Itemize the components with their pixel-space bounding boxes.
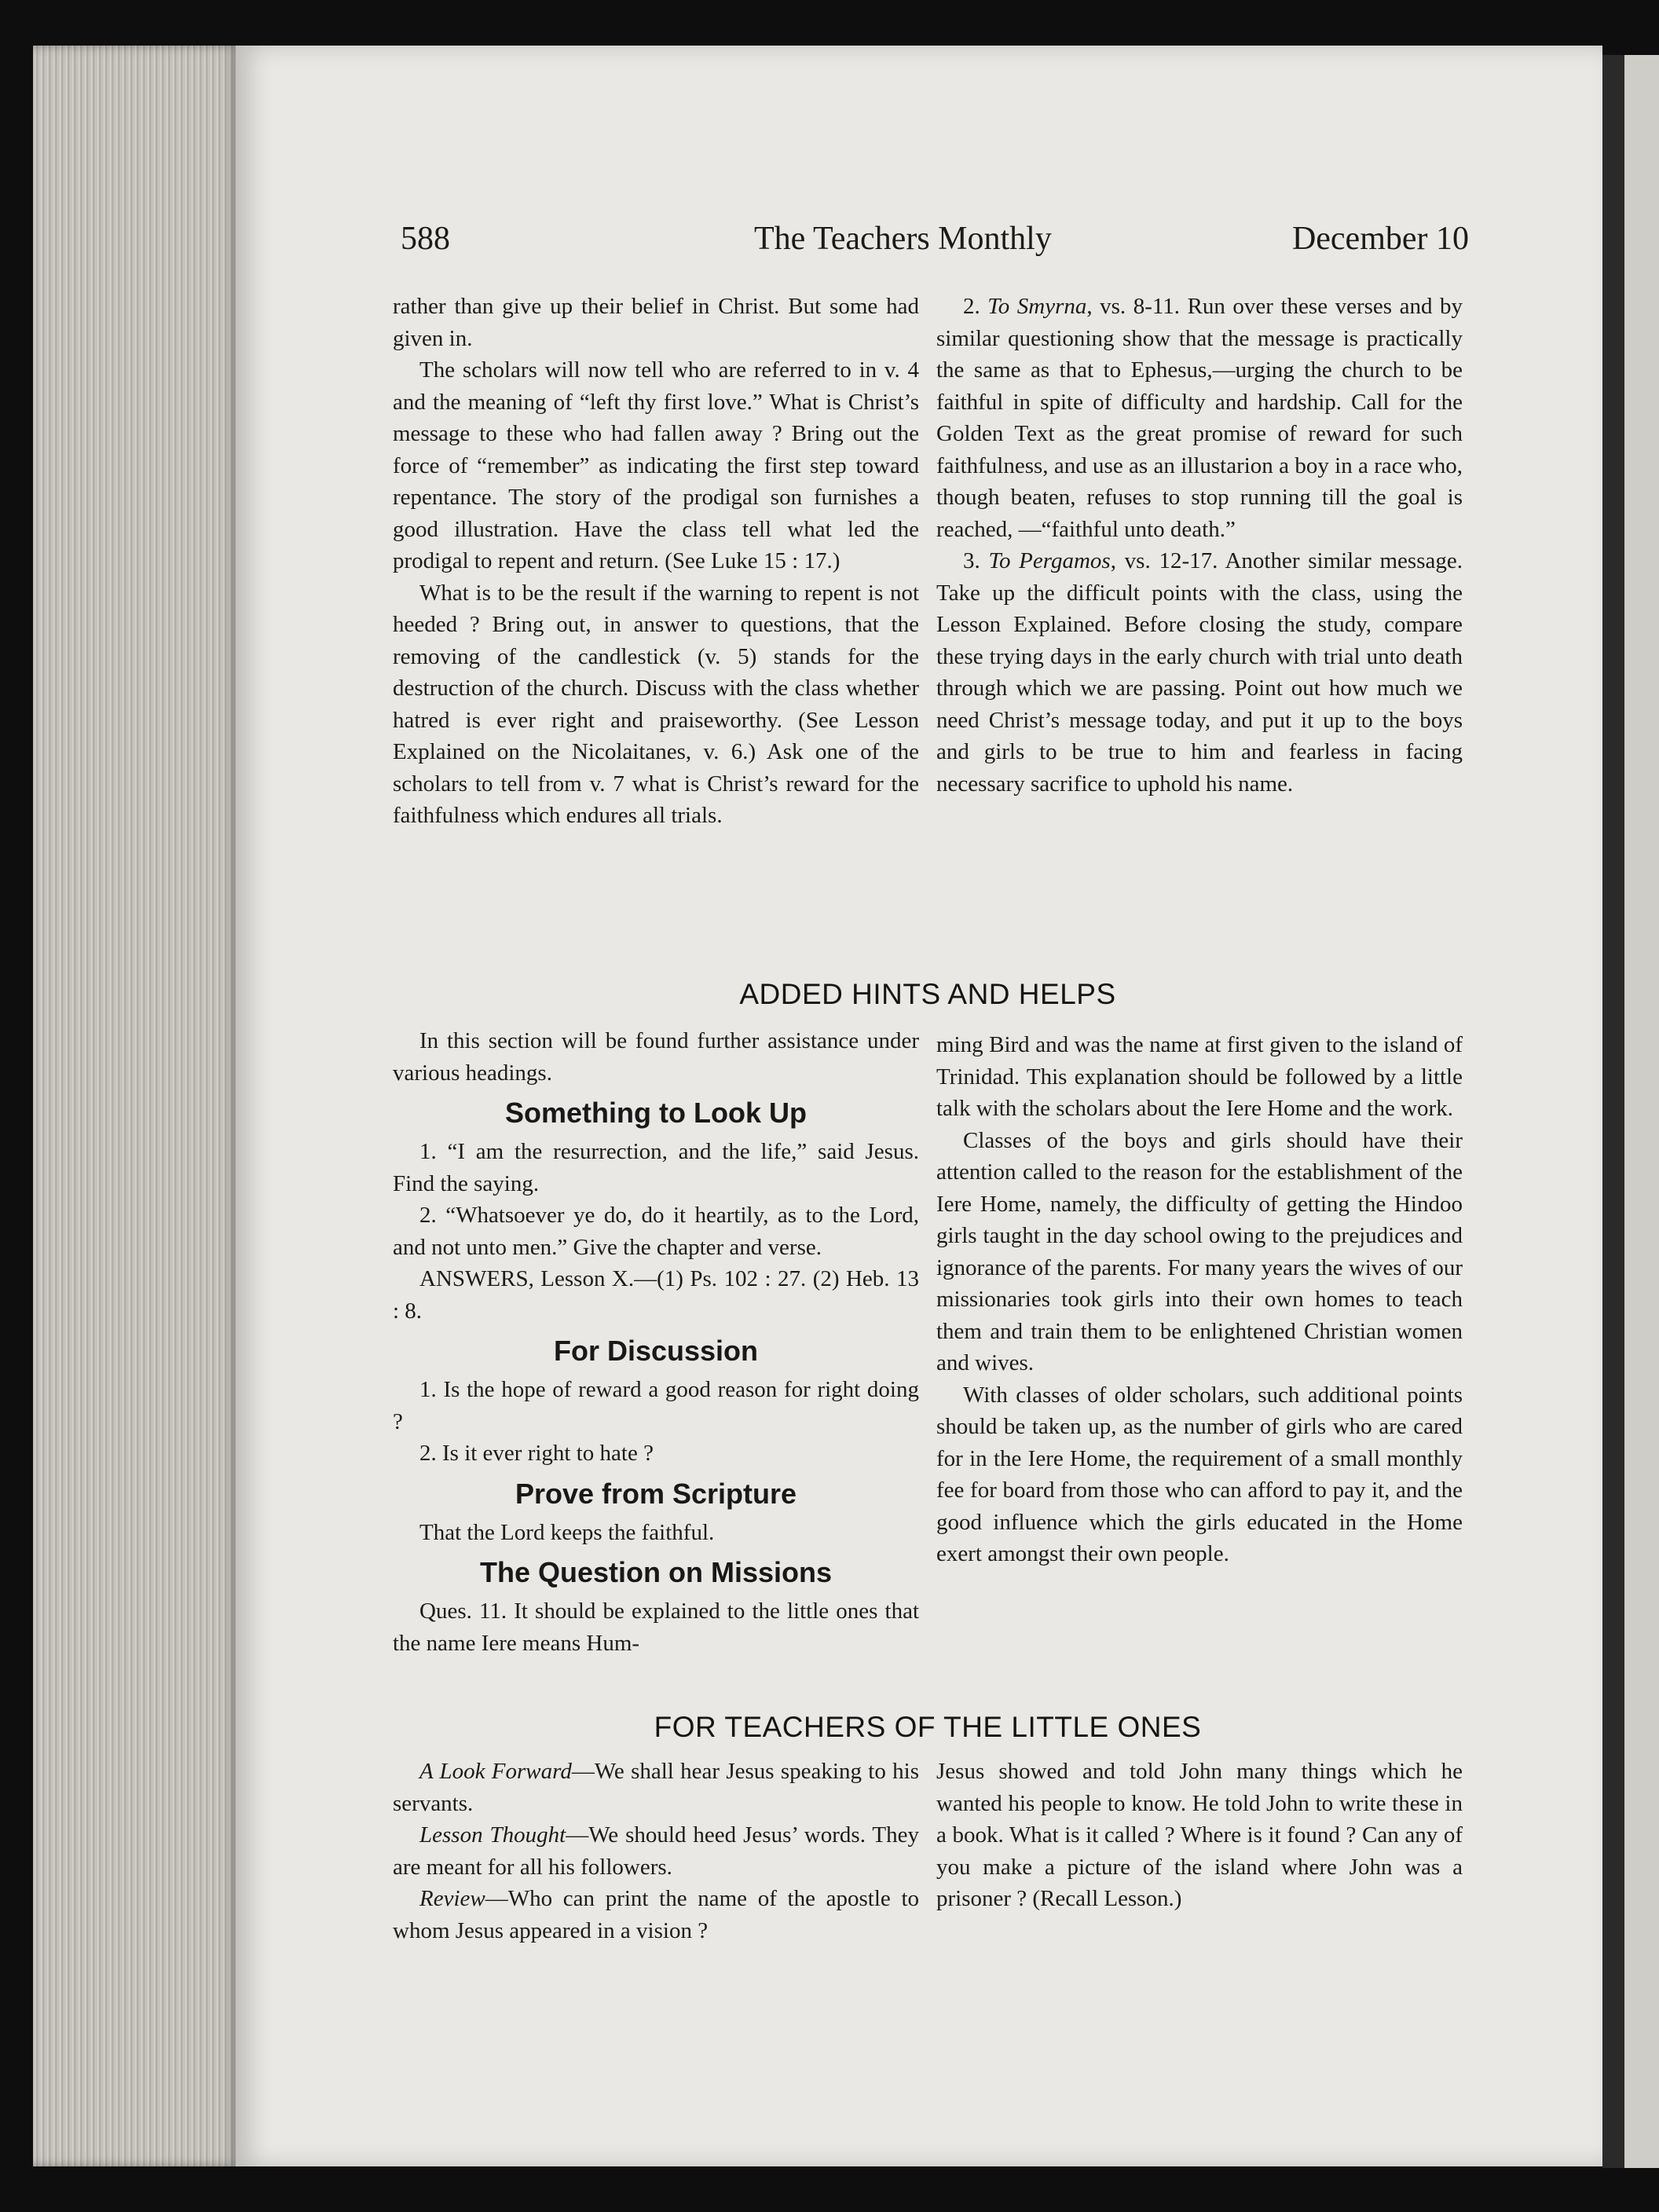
paragraph: Classes of the boys and girls should have their attention called to the reason for the establishment of the Iere Home, namely, the difficulty of getting the Hindoo girls taught in the day school owing to the prejudices and ignorance of the parents. For many years the wives of our missionaries took girls into their own homes to teach them and train them to be enlightened Christian women and wives. bbox=[936, 1127, 1463, 1375]
emphasis: Review bbox=[419, 1886, 485, 1911]
header-title: The Teachers Monthly bbox=[754, 221, 1052, 257]
paragraph: Ques. 11. It should be explained to the little ones that the name Iere means Hum- bbox=[393, 1599, 919, 1656]
list-item: 1. “I am the resurrection, and the life,” said Jesus. Find the saying. bbox=[393, 1139, 919, 1196]
section-heading-hints: ADDED HINTS AND HELPS bbox=[739, 978, 1116, 1010]
top-left-column bbox=[393, 291, 919, 832]
list-item: 2. “Whatsoever ye do, do it heartily, as to the Lord, and not unto men.” Give the chapter and verse. bbox=[393, 1203, 919, 1260]
subheading-missions: The Question on Missions bbox=[479, 1556, 833, 1588]
paragraph: With classes of older scholars, such additional points should be taken up, as the number of girls who are cared for in the Iere Home, the requirement of a small monthly fee for board from those who can afford to pay it, and the good influence which the girls educated in the Home exert amongst their own people. bbox=[936, 1382, 1463, 1566]
hints-left-column bbox=[393, 1025, 919, 1659]
header-date: December 10 bbox=[1291, 221, 1469, 257]
paragraph: What is to be the result if the warning to repent is not heeded ? Bring out, in answer to questions, that the removing of the candlestick (v. 5) stands for the destruction of the church. Discuss with the class whether hatred is ever right and praiseworthy. (See Lesson Explained on the Nicolaitanes, v. 6.) Ask one of the scholars to tell from v. 7 what is Christ’s reward for the faithfulness which endures all trials. bbox=[393, 580, 919, 828]
emphasis: Lesson Thought bbox=[419, 1822, 566, 1848]
paragraph: In this section will be found further assistance under various headings. bbox=[393, 1028, 919, 1086]
page-number: 588 bbox=[401, 221, 450, 257]
paragraph: 3. To Pergamos, vs. 12-17. Another similar message. Take up the difficult points with the class, using the Lesson Explained. Before closing the study, compare these trying days in the early church with trial unto death through which we are passing. Point out how much we need Christ’s message today, and put it up to the boys and girls to be true to him and fearless in facing necessary sacrifice to uphold his name. bbox=[936, 548, 1463, 797]
page-edges bbox=[33, 46, 239, 2166]
facing-page-edge bbox=[1624, 55, 1659, 2168]
paragraph: The scholars will now tell who are referred to in v. 4 and the meaning of “left thy first love.” What is Christ’s message to these who had fallen away ? Bring out the force of “remember” as indicating the first step toward repentance. The story of the prodigal son furnishes a good illustration. Have the class tell what led the prodigal to repent and return. (See Luke 15 : 17.) bbox=[393, 357, 919, 573]
answers: ANSWERS, Lesson X.—(1) Ps. 102 : 27. (2) Heb. 13 : 8. bbox=[393, 1266, 919, 1324]
emphasis: To Smyrna bbox=[987, 294, 1087, 319]
list-item: 2. Is it ever right to hate ? bbox=[419, 1441, 654, 1466]
little-ones-left-column bbox=[393, 1756, 919, 1946]
list-item: 1. Is the hope of reward a good reason for right doing ? bbox=[393, 1377, 919, 1434]
paragraph: ming Bird and was the name at first given to the island of Trinidad. This explanation should be followed by a little talk with the scholars about the Iere Home and the work. bbox=[936, 1032, 1463, 1121]
section-heading-little-ones: FOR TEACHERS OF THE LITTLE ONES bbox=[654, 1711, 1202, 1743]
emphasis: A Look Forward bbox=[419, 1759, 572, 1784]
emphasis: To Pergamos bbox=[988, 548, 1111, 573]
little-ones-right-column bbox=[936, 1756, 1463, 1915]
running-header bbox=[401, 220, 1469, 275]
top-right-column bbox=[936, 291, 1463, 800]
paragraph: Review—Who can print the name of the apostle to whom Jesus appeared in a vision ? bbox=[393, 1886, 919, 1943]
paragraph: A Look Forward—We shall hear Jesus speaking to his servants. bbox=[393, 1759, 919, 1816]
hints-right-column bbox=[936, 1029, 1463, 1570]
paragraph: 2. To Smyrna, vs. 8-11. Run over these verses and by similar questioning show that the message is practically the same as that to Ephesus,—urging the church to be faithful in spite of difficulty and hardship. Call for the Golden Text as the great promise of reward for such faithfulness, and use as an illustarion a boy in a race who, though beaten, refuses to stop running till the goal is reached, —“faithful unto death.” bbox=[936, 294, 1463, 542]
subheading-scripture: Prove from Scripture bbox=[515, 1477, 797, 1510]
subheading-discussion: For Discussion bbox=[553, 1335, 759, 1367]
paragraph: That the Lord keeps the faithful. bbox=[419, 1519, 715, 1545]
paragraph: Lesson Thought—We should heed Jesus’ words. They are meant for all his followers. bbox=[393, 1822, 919, 1880]
paragraph: Jesus showed and told John many things which he wanted his people to know. He told John to write these in a book. What is it called ? Where is it found ? Can any of you make a picture of the island where John was a prisoner ? (Recall Lesson.) bbox=[936, 1759, 1463, 1911]
paragraph: rather than give up their belief in Christ. But some had given in. bbox=[393, 294, 919, 351]
book-fold bbox=[1602, 55, 1624, 2168]
subheading-look-up: Something to Look Up bbox=[505, 1097, 807, 1129]
